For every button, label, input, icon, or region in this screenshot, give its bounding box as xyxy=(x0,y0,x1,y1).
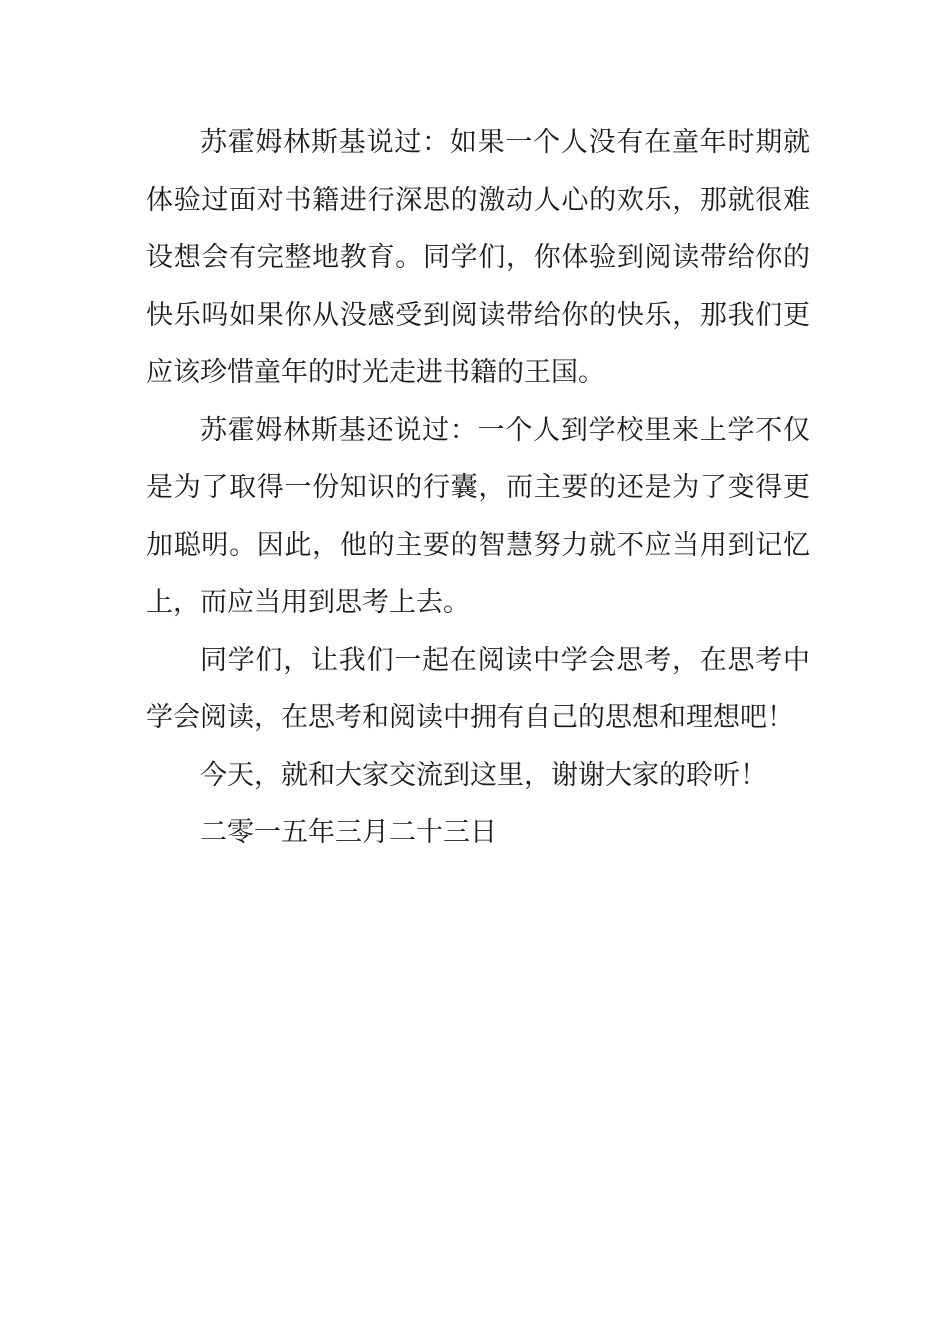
paragraph-2: 苏霍姆林斯基还说过：一个人到学校里来上学不仅是为了取得一份知识的行囊，而主要的还是为了变得更加聪明。因此，他的主要的智慧努力就不应当用到记忆上，而应当用到思考上去。 xyxy=(146,414,810,618)
paragraph-1: 苏霍姆林斯基说过：如果一个人没有在童年时期就体验过面对书籍进行深思的激动人心的欢乐，那就很难设想会有完整地教育。同学们，你体验到阅读带给你的快乐吗如果你从没感受到阅读带给你的快乐，那我们更应该珍惜童年的时光走进书籍的王国。 xyxy=(146,127,810,388)
document-body xyxy=(146,114,810,862)
date-line: 二零一五年三月二十三日 xyxy=(200,817,497,848)
paragraph-3: 同学们，让我们一起在阅读中学会思考，在思考中学会阅读，在思考和阅读中拥有自己的思想和理想吧！ xyxy=(146,644,810,733)
paragraph-4: 今天，就和大家交流到这里，谢谢大家的聆听！ xyxy=(200,759,767,791)
